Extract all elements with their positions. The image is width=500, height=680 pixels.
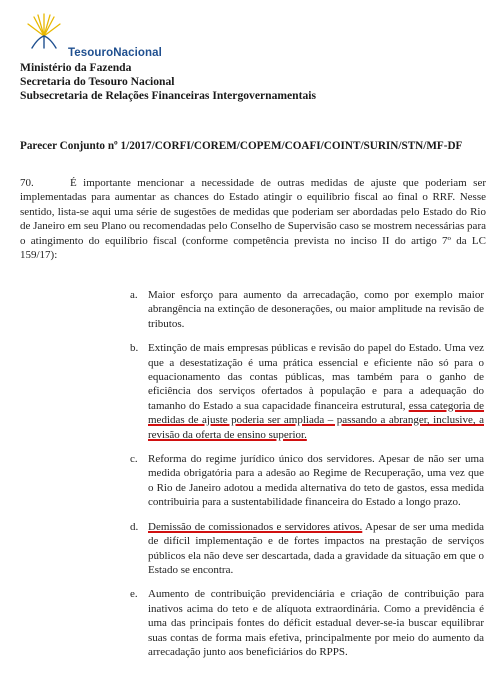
- paragraph-number: 70.: [20, 177, 34, 189]
- secretariat-name: Secretaria do Tesouro Nacional: [20, 75, 175, 88]
- star-burst-icon: [24, 10, 64, 50]
- list-item-d: [130, 520, 484, 578]
- paragraph-text: É importante mencionar a necessidade de outras medidas de ajuste que poderiam ser implementadas para aumentar as chances do Estado atingir o equilíbrio fiscal ao final o RRF. Nesse sentido, lista-se aqui uma série de sugestões de medidas que poderiam ser abordadas pelo Estado do Rio de Janeiro em seu Plano ou recomendadas pelo Conselho de Supervisão caso se mostrem necessárias para o atingimento do equilíbrio fiscal (conforme competência prevista no inciso II do artigo 7º da LC 159/17):: [20, 177, 486, 262]
- measures-list: [130, 288, 484, 659]
- list-item-label: b.: [130, 342, 139, 355]
- paragraph-70: [20, 176, 486, 262]
- header-block: [20, 61, 480, 103]
- list-item-c: [130, 452, 484, 510]
- tesouro-nacional-logo: [20, 10, 170, 58]
- red-underlined-text: essa categoria de medidas de ajuste poderia ser ampliada – passando a abranger, inclusive, a revisão da oferta de ensino superior.: [148, 399, 485, 441]
- list-item-text: Maior esforço para aumento da arrecadação, como por exemplo maior abrangência na extinção de desonerações, ou maior amplitude na revisão de tributos.: [148, 289, 484, 330]
- list-item-text: Apesar de ser uma medida de difícil implementação e de fortes impactos na prestação de serviços públicos ela não deve ser descartada, dada a gravidade da situação em que o Estado se encontra.: [148, 520, 484, 576]
- list-item-label: a.: [130, 289, 138, 301]
- list-item-text: Extinção de mais empresas públicas e revisão do papel do Estado. Uma vez que a desestatização é uma prática essencial e eficiente não só para o equacionamento das contas públicas, mas também para o ganho de eficiência dos serviços ofertados à população e para a adequação do tamanho do Estado a sua capacidade financeira estrutural,: [148, 342, 484, 412]
- red-underlined-text: Demissão de comissionados e servidores ativos.: [148, 520, 363, 533]
- list-item-label: d.: [130, 520, 139, 533]
- list-item-text: Aumento de contribuição previdenciária e criação de contribuição para inativos acima do teto e de alíquota extraordinária. Como a previdência é uma das principais fontes do déficit estadual dever-se-ia buscar equilibrar suas contas de forma mais efetiva, principalmente por meio do aumento da arrecadação junto aos beneficiários do RPPS.: [148, 588, 484, 658]
- ministry-name: Ministério da Fazenda: [20, 61, 132, 74]
- subsecretariat-name: Subsecretaria de Relações Financeiras Intergovernamentais: [20, 89, 317, 102]
- document-title: Parecer Conjunto nº 1/2017/CORFI/COREM/COPEM/COAFI/COINT/SURIN/STN/MF-DF: [20, 140, 463, 152]
- list-item-text: Reforma do regime jurídico único dos servidores. Apesar de não ser uma medida obrigatória para a adesão ao Regime de Recuperação, uma vez que o Rio de Janeiro adotou a medida alternativa do teto de gastos, essa medida contribuiria para a sustentabilidade financeira do Estado a longo prazo.: [148, 453, 484, 509]
- list-item-label: e.: [130, 588, 138, 601]
- logo-wordmark: TesouroNacional: [68, 47, 162, 59]
- list-item-e: [130, 587, 484, 659]
- list-item-label: c.: [130, 453, 138, 466]
- list-item-a: [130, 288, 484, 331]
- list-item-b: [130, 341, 484, 442]
